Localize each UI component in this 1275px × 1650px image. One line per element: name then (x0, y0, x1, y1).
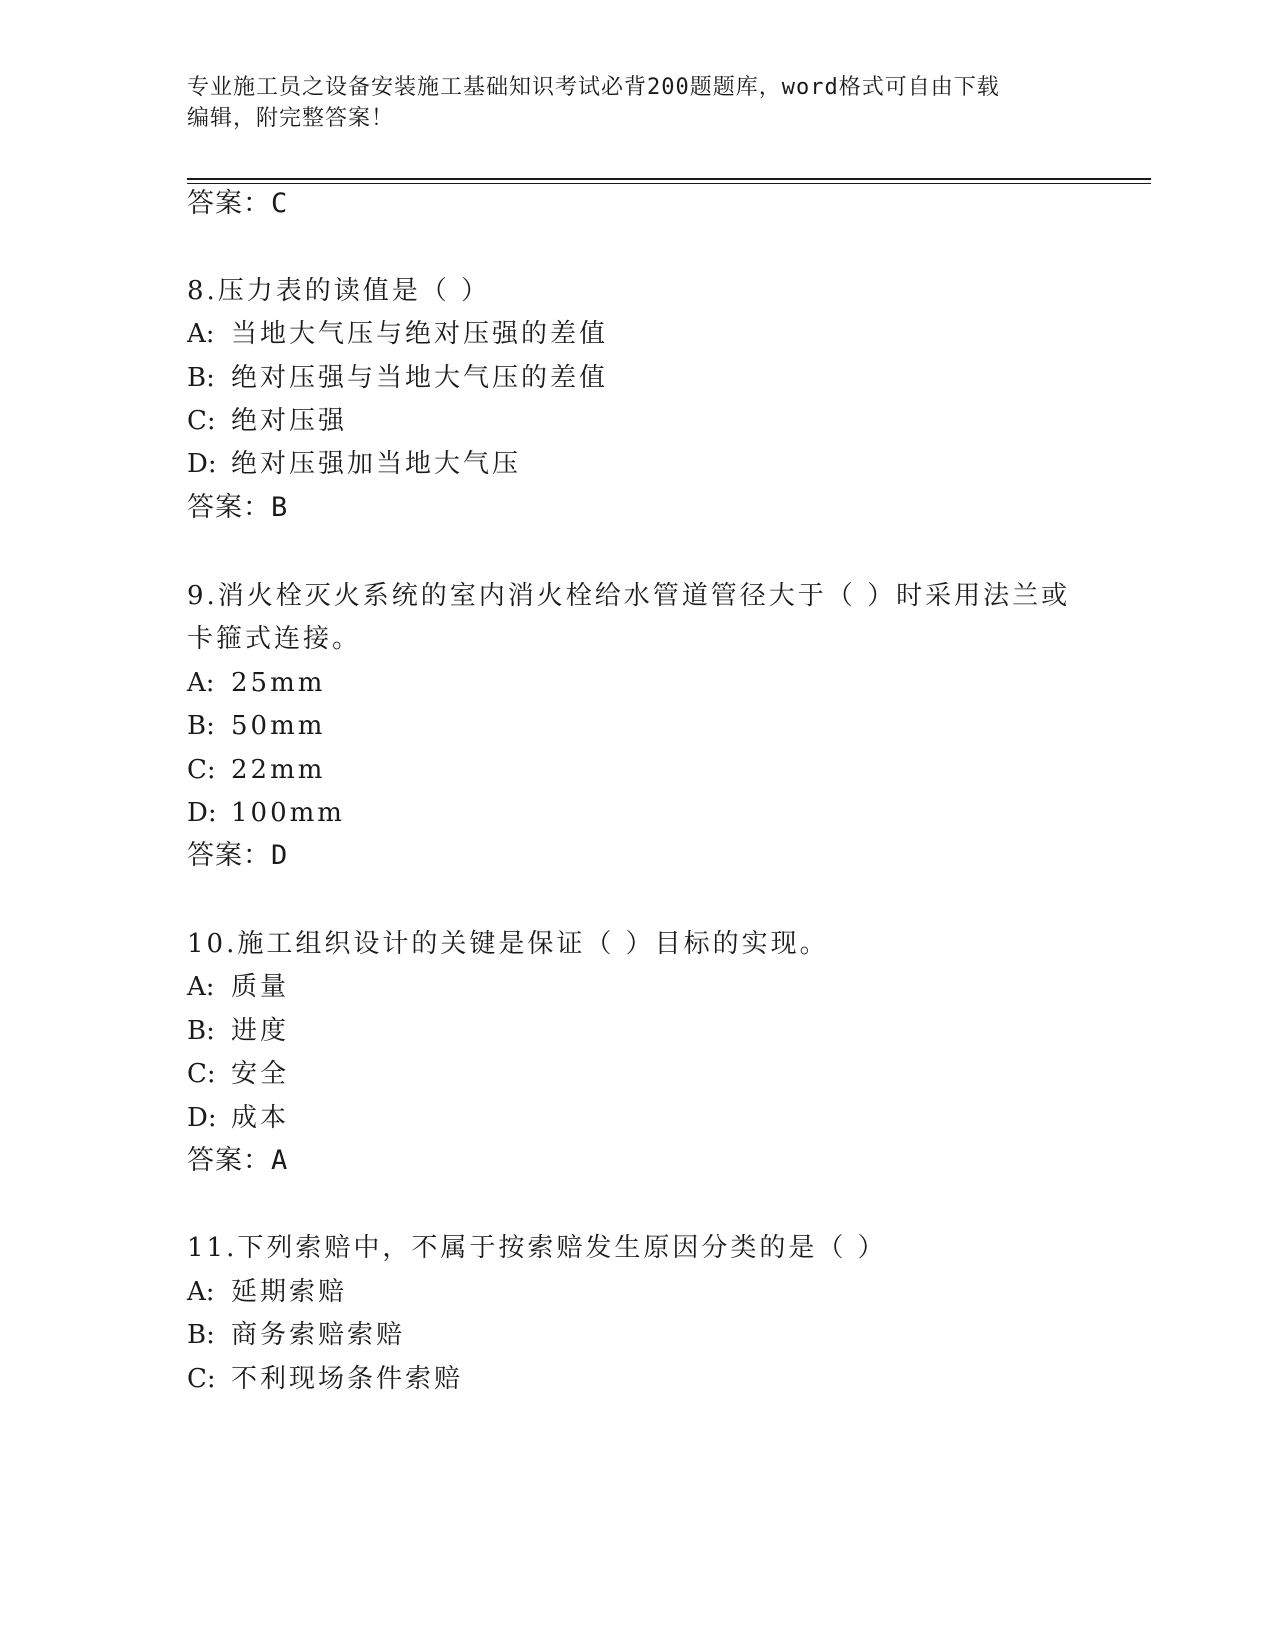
option-a: A: 当地大气压与绝对压强的差值 (187, 319, 609, 349)
document-header (187, 72, 1087, 134)
header-rule-thin (187, 183, 1151, 184)
option-a: A: 延期索赔 (187, 1277, 348, 1307)
option-a: A: 25mm (187, 668, 326, 698)
option-c: C: 安全 (187, 1059, 290, 1089)
question-stem: 8.压力表的读值是（ ） (187, 276, 491, 306)
option-d: D: 100mm (187, 798, 345, 828)
option-b: B: 绝对压强与当地大气压的差值 (187, 363, 609, 393)
option-b: B: 进度 (187, 1016, 290, 1046)
header-rule (187, 178, 1151, 180)
option-d: D: 绝对压强加当地大气压 (187, 449, 522, 479)
option-c: C: 绝对压强 (187, 406, 348, 436)
answer-line: 答案：B (187, 492, 289, 523)
option-b: B: 商务索赔索赔 (187, 1320, 406, 1350)
option-d: D: 成本 (187, 1103, 290, 1133)
question-stem: 9.消火栓灭火系统的室内消火栓给水管道管径大于（ ）时采用法兰或 (187, 581, 1071, 611)
header-line-1: 专业施工员之设备安装施工基础知识考试必背200题题库，word格式可自由下载 (187, 75, 1000, 100)
header-line-2: 编辑，附完整答案！ (187, 106, 395, 131)
answer-line: 答案：C (187, 188, 289, 219)
option-a: A: 质量 (187, 972, 290, 1002)
question-stem: 11.下列索赔中，不属于按索赔发生原因分类的是（ ） (187, 1233, 887, 1263)
answer-line: 答案：A (187, 1145, 289, 1176)
option-c: C: 22mm (187, 755, 326, 785)
option-c: C: 不利现场条件索赔 (187, 1364, 464, 1394)
answer-line: 答案：D (187, 840, 289, 871)
question-stem-continued: 卡箍式连接。 (187, 624, 362, 654)
option-b: B: 50mm (187, 711, 326, 741)
question-stem: 10.施工组织设计的关键是保证（ ）目标的实现。 (187, 929, 829, 959)
